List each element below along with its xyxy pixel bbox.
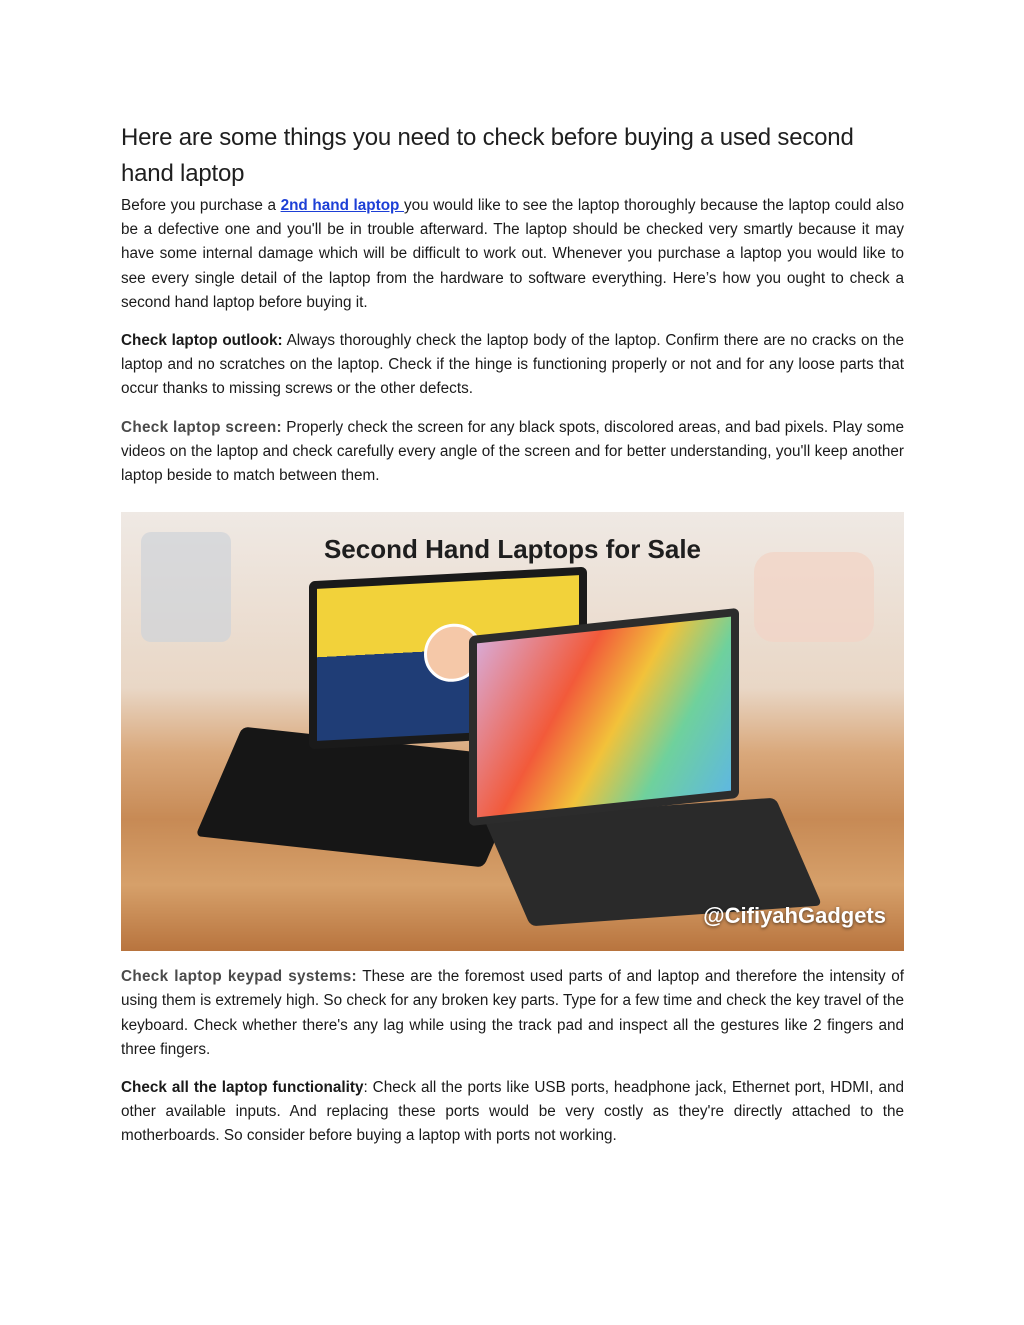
keypad-body: These are the foremost used parts of and laptop and therefore the intensity of using them is extremely high. So check for any broken key parts. Type for a few time and check the key travel of the keyboard. Check whether there's any lag while using the track pad and inspect all the gestures like 2 fingers and three fingers. [121,968,904,1058]
functionality-heading: Check all the laptop functionality [121,1079,364,1097]
intro-paragraph [121,194,904,315]
outlook-heading: Check laptop outlook: [121,332,283,350]
image-banner-text: Second Hand Laptops for Sale [323,534,702,565]
outlook-body: Always thoroughly check the laptop body of the laptop. Confirm there are no cracks on the laptop and no scratches on the laptop. Check if the hinge is functioning properly or not and for any loose parts that occur thanks to missing screws or the other defects. [121,332,904,398]
second-hand-laptop-link[interactable]: 2nd hand laptop [280,197,404,214]
laptops-image [121,512,904,951]
image-watermark-handle: @CifiyahGadgets [703,903,886,929]
screen-body: Properly check the screen for any black spots, discolored areas, and bad pixels. Play some videos on the laptop and check carefully every angle of the screen and for better understanding, you'll keep another laptop beside to match between them. [121,418,904,485]
page-title: Here are some things you need to check before buying a used second hand laptop [121,124,854,187]
intro-text-before: Before you purchase a [121,197,281,214]
document-page [121,120,904,1149]
keypad-heading: Check laptop keypad systems: [121,968,357,986]
functionality-body: : Check all the ports like USB ports, headphone jack, Ethernet port, HDMI, and other available inputs. And replacing these ports would be very costly as they're directly attached to the motherboards. So consider before buying a laptop with ports not working. [121,1079,904,1145]
screen-heading: Check laptop screen: [121,418,282,436]
vivobook-screen [469,608,739,826]
background-blur-right [754,552,874,642]
vivobook-display [477,617,731,818]
functionality-paragraph [121,1076,904,1149]
intro-text-after: you would like to see the laptop thoroughly because the laptop could also be a defective one and you'll be in trouble afterward. The laptop should be checked very smartly because it may have some internal damage which will be difficult to work out. Whenever you purchase a laptop you would like to see every single detail of the laptop from the hardware to software everything. Here’s how you ought to check a second hand laptop before buying it. [121,197,904,311]
keypad-paragraph [121,965,904,1062]
outlook-paragraph [121,329,904,402]
screen-paragraph [121,416,904,489]
